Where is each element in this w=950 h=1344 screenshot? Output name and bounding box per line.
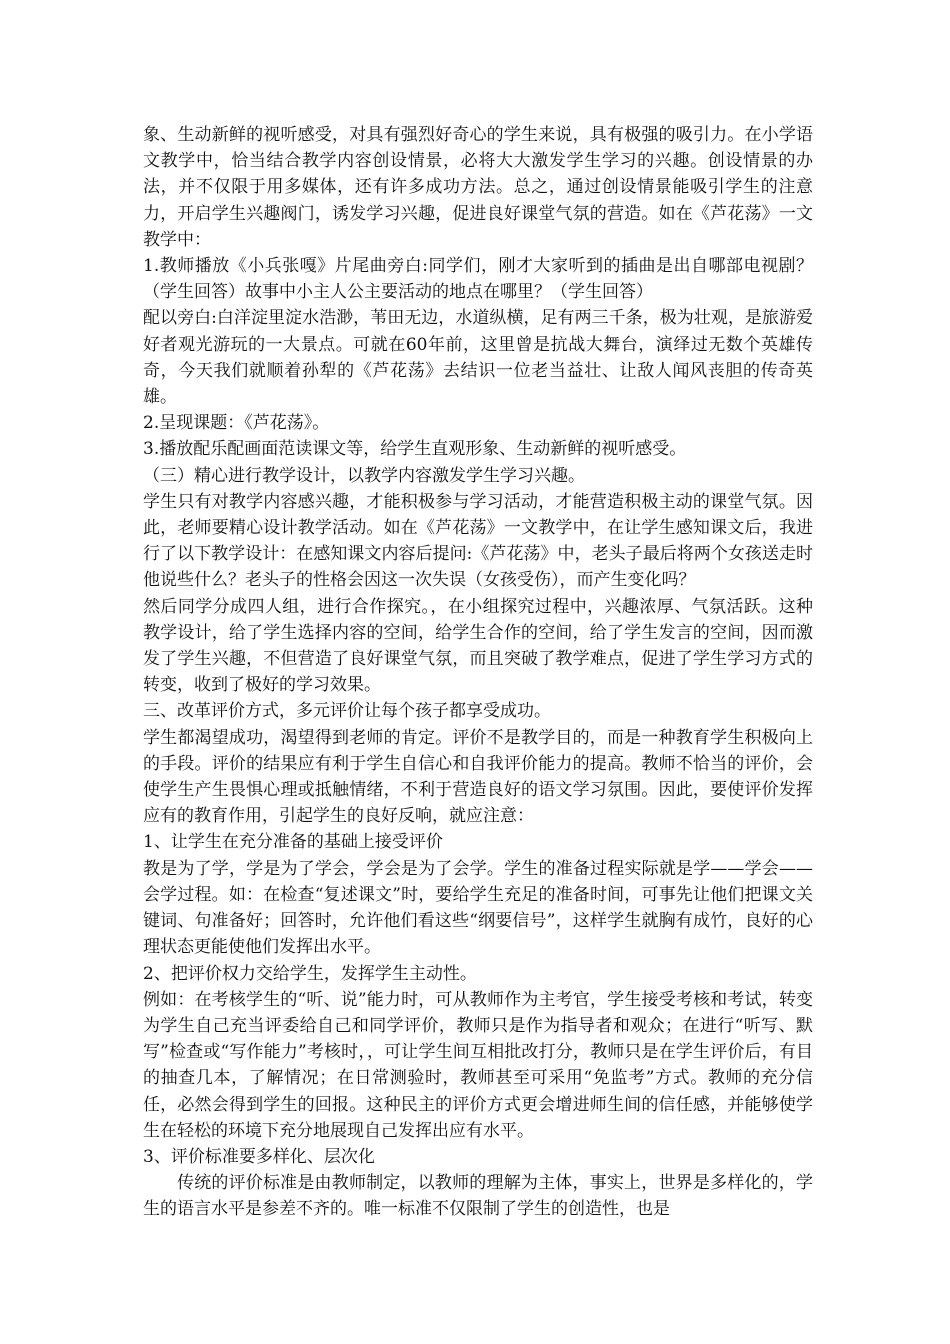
paragraph-intro-continued: 象、生动新鲜的视听感受，对具有强烈好奇心的学生来说，具有极强的吸引力。在小学语文教学中，恰当结合教学内容创设情景，必将大大激发学生学习的兴趣。创设情景的办法，并不仅限于用多媒体，还有许多成功方法。总之，通过创设情景能吸引学生的注意力，开启学生兴趣阀门，诱发学习兴趣，促进良好课堂气氛的营造。如在《芦花荡》一文教学中： <box>143 125 813 250</box>
paragraph-standards: 传统的评价标准是由教师制定，以教师的理解为主体，事实上，世界是多样化的，学生的语言水平是参差不齐的。唯一标准不仅限制了学生的创造性，也是 <box>143 1173 813 1220</box>
paragraph-teaching-design: 学生只有对教学内容感兴趣，才能积极参与学习活动，才能营造积极主动的课堂气氛。因此，老师要精心设计教学活动。如在《芦花荡》一文教学中，在让学生感知课文后，我进行了以下教学设计：在感知课文内容后提问:《芦花荡》中，老头子最后将两个女孩送走时他说些什么？老头子的性格会因这一次失误（女孩受伤），而产生变化吗？ <box>143 491 813 591</box>
paragraph-step-2: 2.呈现课题：《芦花荡》。 <box>143 413 330 434</box>
paragraph-student-evaluation: 例如：在考核学生的“听、说”能力时，可从教师作为主考官，学生接受考核和考试，转变为学生自己充当评委给自己和同学评价，教师只是作为指导者和观众；在进行“听写、默写”检查或“写作能力”考核时，，可让学生间互相批改打分，教师只是在学生评价后，有目的抽查几本，了解情况；在日常测验时，教师甚至可采用“免监考”方式。教师的充分信任，必然会得到学生的回报。这种民主的评价方式更会增进师生间的信任感，并能够使学生在轻松的环境下充分地展现自己发挥出应有水平。 <box>143 989 813 1141</box>
paragraph-evaluation-intro: 学生都渴望成功，渴望得到老师的肯定。评价不是教学目的，而是一种教育学生积极向上的手段。评价的结果应有利于学生自信心和自我评价能力的提高。教师不恰当的评价，会使学生产生畏惧心理或抵触情绪，不利于营造良好的语文学习氛围。因此，要使评价发挥应有的教育作用，引起学生的良好反响，就应注意： <box>143 727 813 827</box>
paragraph-step-3: 3.播放配乐配画面范读课文等，给学生直观形象、生动新鲜的视听感受。 <box>143 439 687 460</box>
paragraph-group-inquiry: 然后同学分成四人组，进行合作探究。，在小组探究过程中，兴趣浓厚、气氛活跃。这种教学设计，给了学生选择内容的空间，给学生合作的空间，给了学生发言的空间，因而激发了学生兴趣，不但营造了良好课堂气氛，而且突破了教学难点，促进了学生学习方式的转变，收到了极好的学习效果。 <box>143 596 813 696</box>
paragraph-step-1: 1.教师播放《小兵张嘎》片尾曲旁白:同学们，刚才大家听到的插曲是出自哪部电视剧？（学生回答）故事中小主人公主要活动的地点在哪里？（学生回答） <box>143 256 813 303</box>
section-heading-evaluation: 三、改革评价方式，多元评价让每个孩子都享受成功。 <box>143 701 551 722</box>
section-heading-3: （三）精心进行教学设计，以教学内容激发学生学习兴趣。 <box>143 465 585 486</box>
paragraph-preparation: 教是为了学，学是为了学会，学会是为了会学。学生的准备过程实际就是学——学会——会学过程。如：在检查“复述课文”时，要给学生充足的准备时间，可事先让他们把课文关键词、句准备好；回答时，允许他们看这些“纲要信号”，这样学生就胸有成竹，良好的心理状态更能使他们发挥出水平。 <box>143 858 813 958</box>
subheading-2: 2、把评价权力交给学生，发挥学生主动性。 <box>143 963 477 984</box>
subheading-3: 3、评价标准要多样化、层次化 <box>143 1146 375 1167</box>
document-body <box>143 122 813 1223</box>
subheading-1: 1、让学生在充分准备的基础上接受评价 <box>143 832 443 853</box>
paragraph-narration: 配以旁白:白洋淀里淀水浩渺，苇田无边，水道纵横，足有两三千条，极为壮观，是旅游爱好者观光游玩的一大景点。可就在60年前，这里曾是抗战大舞台，演绎过无数个英雄传奇，今天我们就顺着孙犁的《芦花荡》去结识一位老当益壮、让敌人闻风丧胆的传奇英雄。 <box>143 308 813 408</box>
